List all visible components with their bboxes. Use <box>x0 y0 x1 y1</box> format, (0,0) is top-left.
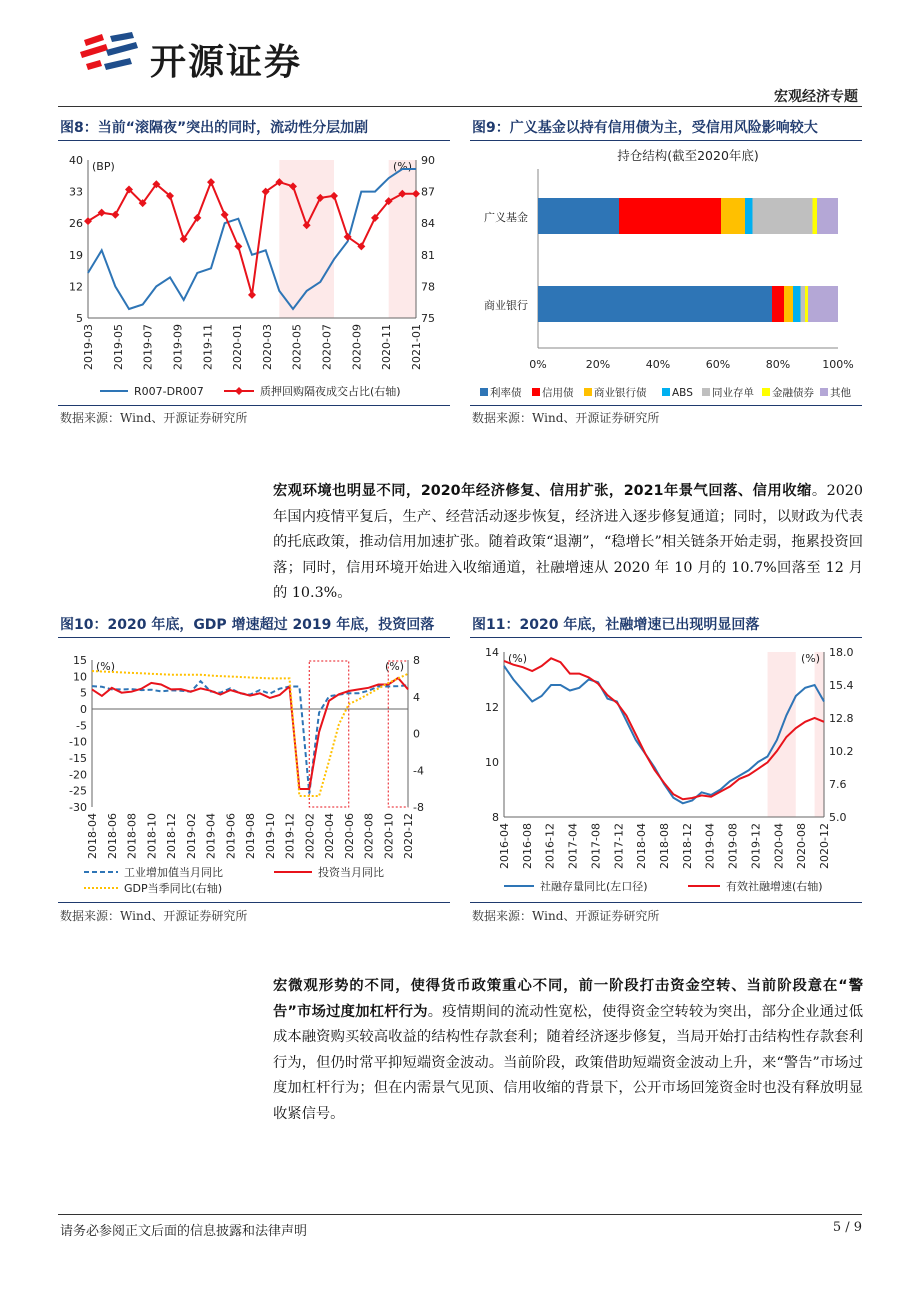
legend-swatch <box>532 388 540 396</box>
bar-segment-1-6 <box>808 286 838 322</box>
bar-segment-0-1 <box>619 198 721 234</box>
fig8-rule <box>58 140 450 141</box>
legend-swatch <box>480 388 488 396</box>
logo <box>76 30 146 80</box>
right-unit-label: (%) <box>384 660 404 673</box>
legend-label-stock: 社融存量同比(左口径) <box>540 880 648 893</box>
legend-label-overnight: 质押回购隔夜成交占比(右轴) <box>260 385 401 398</box>
legend-label-gdp: GDP当季同比(右轴) <box>124 882 223 895</box>
x-tick-label: 2020-03 <box>260 324 274 370</box>
x-tick-label: 2018-08 <box>125 813 139 859</box>
right-tick-label: 7.6 <box>829 778 847 791</box>
legend-label: 利率债 <box>490 387 522 399</box>
legend-label: 同业存单 <box>712 387 754 399</box>
x-tick-label: 2017-12 <box>612 823 626 869</box>
x-tick-label: 2017-08 <box>589 823 603 869</box>
right-tick-label: -8 <box>413 801 424 814</box>
left-tick-label: -20 <box>69 768 87 782</box>
legend-swatch <box>762 388 770 396</box>
footer-rule <box>58 1214 862 1215</box>
legend-swatch <box>702 388 710 396</box>
x-tick-label: 2018-04 <box>635 823 649 869</box>
section-label: 宏观经济专题 <box>774 89 858 105</box>
left-tick-label: 10 <box>485 756 499 769</box>
right-tick-label: 18.0 <box>829 646 854 659</box>
fig11-title: 图11：2020 年底，社融增速已出现明显回落 <box>472 617 760 633</box>
right-tick-label: 75 <box>421 312 435 325</box>
footer-disclaimer: 请务必参阅正文后面的信息披露和法律声明 <box>60 1224 308 1239</box>
right-tick-label: 12.8 <box>829 712 854 725</box>
bar-segment-1-2 <box>784 286 793 322</box>
legend-label: 金融债券 <box>772 387 814 399</box>
legend-marker-overnight <box>235 387 243 395</box>
legend-swatch <box>584 388 592 396</box>
x-tick-label: 2018-12 <box>680 823 694 869</box>
paragraph-macro-lead: 宏观环境也明显不同，2020年经济修复、信用扩张，2021年景气回落、信用收缩 <box>273 483 812 499</box>
series-line-1 <box>88 182 416 295</box>
x-tick-label: 2020-08 <box>795 823 809 869</box>
paragraph-macro-body: 。2020 年国内疫情平复后，生产、经营活动逐步恢复，经济进入逐步修复通道；同时，以财政为代表的托底政策，推动信用加速扩张。随着政策“退潮”，“稳增长”相关链条开始走弱，拖累投资回落；同时，信用环境开始进入收缩通道，社融增速从 2020 年 10 月的 10.7%回落至 12 月的 10.3%。 <box>273 483 863 601</box>
left-tick-label: -30 <box>69 801 87 814</box>
right-tick-label: 4 <box>413 690 420 704</box>
legend-label-effective: 有效社融增速(右轴) <box>726 880 823 893</box>
left-tick-label: 12 <box>485 701 499 714</box>
paragraph-policy-body: 。疫情期间的流动性宽松，使得资金空转较为突出，部分企业通过低成本融资购买较高收益的结构性存款套利；随着经济逐步修复，当局开始打击结构性存款套利行为，但仍时常平抑短端资金波动。当前阶段，政策借助短端资金波动上升，来“警告”市场过度加杠杆行为；但在内需景气见顶、信用收缩的背景下，公开市场回笼资金时也没有释放明显收紧信号。 <box>273 1003 863 1122</box>
fig11-rule <box>470 637 862 638</box>
x-tick-label: 2019-09 <box>171 324 185 370</box>
fig10-bottom-rule <box>58 902 450 903</box>
x-tick-label: 2019-07 <box>141 324 155 370</box>
left-tick-label: 26 <box>69 217 83 231</box>
legend-swatch <box>820 388 828 396</box>
legend-label: 其他 <box>830 387 851 399</box>
legend-swatch <box>662 388 670 396</box>
bar-segment-0-2 <box>721 198 745 234</box>
x-tick-label: 2020-12 <box>818 823 831 869</box>
x-tick-label: 2020-10 <box>382 813 396 859</box>
left-tick-label: 10 <box>73 670 87 684</box>
bar-segment-1-4 <box>801 286 806 322</box>
x-tick-label: 0% <box>529 358 547 371</box>
fig9-rule <box>470 140 862 141</box>
left-tick-label: -10 <box>69 735 87 749</box>
fig11-chart <box>470 642 862 902</box>
left-tick-label: 40 <box>69 154 83 167</box>
bar-segment-1-3 <box>793 286 801 322</box>
fig8-source: 数据来源：Wind、开源证券研究所 <box>60 411 248 425</box>
x-tick-label: 2020-04 <box>772 823 786 869</box>
legend-label: ABS <box>672 387 693 399</box>
x-tick-label: 40% <box>645 358 671 371</box>
series-line-1 <box>92 678 408 789</box>
x-tick-label: 2020-12 <box>402 813 415 859</box>
series-marker <box>248 291 256 299</box>
left-unit-label: (%) <box>96 660 116 673</box>
series-marker <box>221 211 229 219</box>
left-tick-label: 33 <box>69 185 83 199</box>
left-tick-label: 0 <box>80 703 87 716</box>
x-tick-label: 2019-11 <box>201 324 215 370</box>
bar-segment-1-0 <box>538 286 772 322</box>
x-tick-label: 2019-04 <box>204 813 218 859</box>
x-tick-label: 2020-09 <box>350 324 364 370</box>
right-tick-label: 0 <box>413 727 420 741</box>
x-tick-label: 2019-08 <box>244 813 257 859</box>
right-tick-label: 15.4 <box>829 679 854 692</box>
left-unit-label: (BP) <box>92 160 115 173</box>
fig11-source: 数据来源：Wind、开源证券研究所 <box>472 909 660 923</box>
bar-segment-0-5 <box>813 198 818 234</box>
x-tick-label: 2019-02 <box>184 813 198 859</box>
right-tick-label: 5.0 <box>829 811 847 824</box>
series-marker <box>207 178 215 186</box>
x-tick-label: 2019-08 <box>726 823 740 869</box>
x-tick-label: 2018-10 <box>145 813 159 859</box>
x-tick-label: 2019-10 <box>263 813 277 859</box>
x-tick-label: 2021-01 <box>410 324 423 370</box>
left-tick-label: 5 <box>80 686 87 700</box>
fig8-title: 图8：当前“滚隔夜”突出的同时，流动性分层加剧 <box>60 120 369 136</box>
fig-shade-1 <box>389 160 416 318</box>
series-marker <box>111 211 119 219</box>
logo-mark-icon <box>76 30 146 80</box>
right-tick-label: 10.2 <box>829 745 854 758</box>
fig9-chart-title: 持仓结构(截至2020年底) <box>617 148 759 163</box>
x-tick-label: 20% <box>585 358 611 371</box>
paragraph-macro <box>273 479 863 607</box>
header-rule <box>58 106 862 107</box>
x-tick-label: 2019-12 <box>283 813 297 859</box>
fig9-title: 图9：广义基金以持有信用债为主，受信用风险影响较大 <box>472 120 818 136</box>
right-tick-label: 8 <box>413 654 420 667</box>
x-tick-label: 2020-05 <box>290 324 304 370</box>
right-tick-label: 81 <box>421 248 435 262</box>
x-tick-label: 2019-03 <box>82 324 95 370</box>
x-tick-label: 2020-08 <box>362 813 376 859</box>
paragraph-policy-lead: 宏微观形势的不同，使得货币政策重心不同，前一阶段打击资金空转、当前阶段意在“警告”市场过度加杠杆行为 <box>273 978 863 1020</box>
fig10-title: 图10：2020 年底，GDP 增速超过 2019 年底，投资回落 <box>60 617 435 633</box>
category-label: 广义基金 <box>484 211 528 224</box>
fig11-bottom-rule <box>470 902 862 903</box>
legend-label: 商业银行债 <box>594 387 647 399</box>
left-tick-label: 12 <box>69 280 83 294</box>
category-label: 商业银行 <box>484 299 528 312</box>
bar-segment-0-3 <box>745 198 753 234</box>
fig9-chart <box>470 145 862 403</box>
fig-shade-0 <box>768 652 796 817</box>
x-tick-label: 2019-12 <box>749 823 763 869</box>
paragraph-policy <box>273 974 863 1127</box>
right-tick-label: 78 <box>421 280 435 294</box>
bar-segment-0-0 <box>538 198 619 234</box>
right-unit-label: (%) <box>800 652 820 665</box>
left-tick-label: -5 <box>76 719 87 733</box>
bar-segment-0-6 <box>817 198 838 234</box>
right-tick-label: 84 <box>421 217 435 231</box>
legend-label-r007: R007-DR007 <box>134 385 204 398</box>
x-tick-label: 2018-08 <box>658 823 671 869</box>
x-tick-label: 2019-06 <box>224 813 238 859</box>
series-marker <box>234 242 242 250</box>
x-tick-label: 2016-08 <box>520 823 534 869</box>
legend-label-industry: 工业增加值当月同比 <box>124 866 223 879</box>
x-tick-label: 2020-01 <box>231 324 245 370</box>
x-tick-label: 2018-12 <box>165 813 178 859</box>
x-tick-label: 2016-04 <box>498 823 511 869</box>
x-tick-label: 2017-04 <box>566 823 580 869</box>
page-number: 5 / 9 <box>832 1220 862 1235</box>
x-tick-label: 2016-12 <box>543 823 557 869</box>
right-unit-label: (%) <box>392 160 412 173</box>
x-tick-label: 2019-05 <box>111 324 125 370</box>
right-tick-label: -4 <box>413 764 424 778</box>
left-tick-label: 8 <box>492 811 499 824</box>
x-tick-label: 2020-04 <box>323 813 336 859</box>
fig9-bottom-rule <box>470 405 862 406</box>
fig10-rule <box>58 637 450 638</box>
fig8-chart <box>58 145 450 403</box>
legend-label-investment: 投资当月同比 <box>318 866 384 879</box>
x-tick-label: 60% <box>705 358 731 371</box>
left-tick-label: 14 <box>485 646 499 659</box>
x-tick-label: 100% <box>822 358 854 371</box>
left-unit-label: (%) <box>508 652 528 665</box>
left-tick-label: 5 <box>76 312 83 325</box>
right-tick-label: 90 <box>421 154 435 167</box>
right-tick-label: 87 <box>421 185 435 199</box>
bar-segment-1-1 <box>772 286 784 322</box>
fig-shade-1 <box>815 652 824 817</box>
x-tick-label: 2018-06 <box>105 813 119 859</box>
x-tick-label: 2018-04 <box>86 813 99 859</box>
legend-label: 信用债 <box>542 387 574 399</box>
fig9-source: 数据来源：Wind、开源证券研究所 <box>472 411 660 425</box>
fig10-chart <box>58 642 450 902</box>
x-tick-label: 2020-11 <box>380 324 394 370</box>
bar-segment-0-4 <box>753 198 813 234</box>
fig10-source: 数据来源：Wind、开源证券研究所 <box>60 909 248 923</box>
left-tick-label: 15 <box>73 654 87 667</box>
x-tick-label: 2020-02 <box>303 813 317 859</box>
left-tick-label: 19 <box>69 248 83 262</box>
fig8-bottom-rule <box>58 405 450 406</box>
bar-segment-1-5 <box>805 286 808 322</box>
x-tick-label: 2020-07 <box>320 324 334 370</box>
left-tick-label: -15 <box>69 752 87 765</box>
x-tick-label: 2019-04 <box>703 823 717 869</box>
left-tick-label: -25 <box>69 784 87 798</box>
fig-highlight-box-0 <box>309 661 349 807</box>
x-tick-label: 2020-06 <box>342 813 356 859</box>
brand-name: 开源证券 <box>150 42 303 83</box>
x-tick-label: 80% <box>765 358 791 371</box>
